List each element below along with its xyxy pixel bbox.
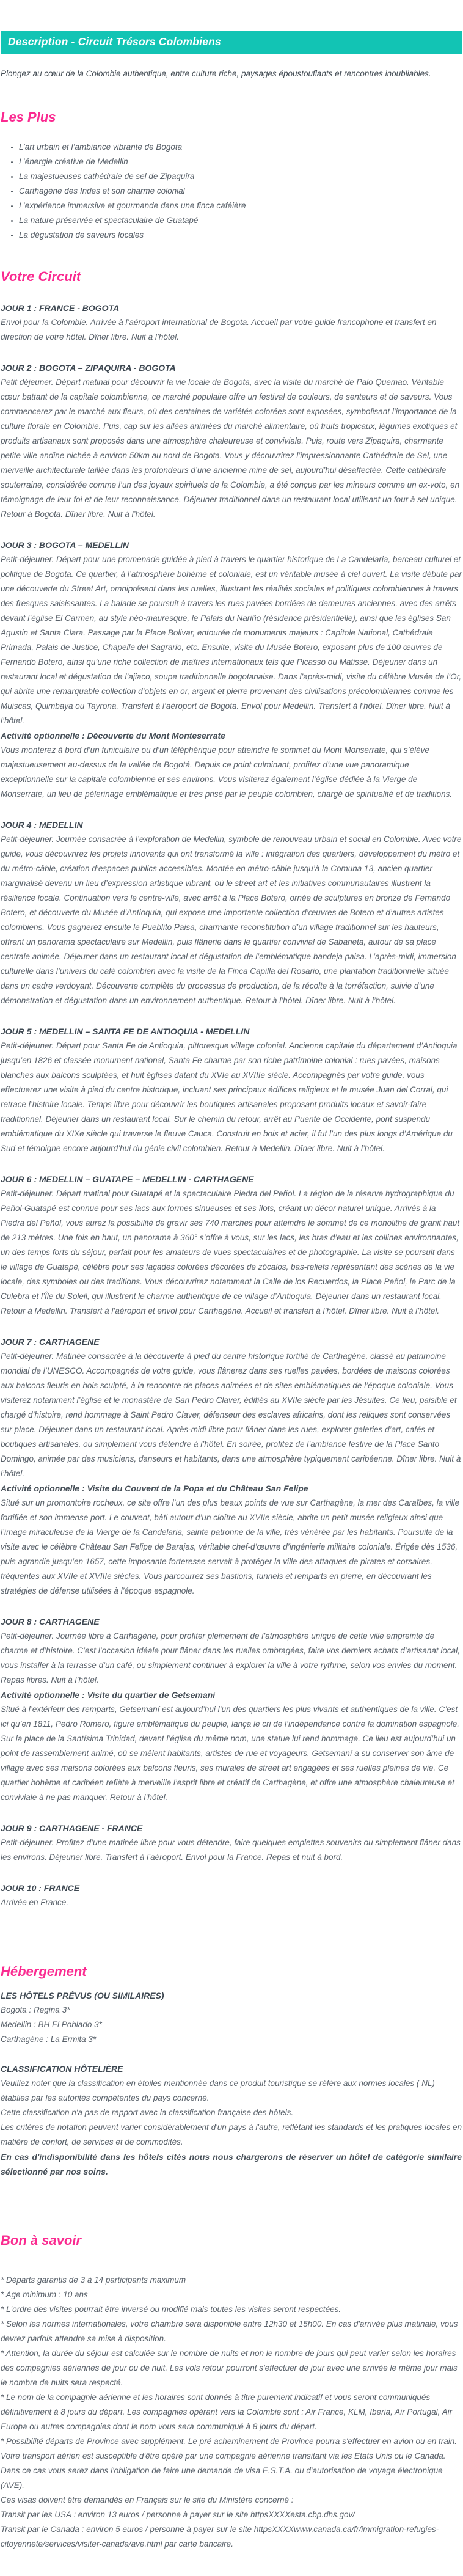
day-section xyxy=(1,1881,462,1910)
classification-lines xyxy=(1,2076,462,2179)
hebergement-heading: Hébergement xyxy=(1,1964,87,1979)
note-line: * Le nom de la compagnie aérienne et les horaires sont donnés à titre purement indicatif et vous seront communiqués définitivement à 8 jours du départ. Les compagnies opérant vers la Colombie sont : Air France, KLM, Iberia, Air Portugal, Air Europa ou autres compagnies dont le nom vous sera communiqué à 8 jours du départ. xyxy=(1,2393,453,2431)
note-line: * Départs garantis de 3 à 14 participants maximum xyxy=(1,2275,186,2285)
day-section xyxy=(1,1172,462,1319)
bon-a-savoir-lines xyxy=(1,2273,462,2552)
les-plus-list xyxy=(1,142,462,240)
day-section xyxy=(1,360,462,522)
classification-line: Les critères de notation peuvent varier considérablement d'un pays à l'autre, reflétant les standards et les pratiques locales en matière de confort, de services et de commodités. xyxy=(1,2123,462,2146)
banner-title: Description - Circuit Trésors Colombiens xyxy=(8,35,221,48)
day-paragraph: Petit-déjeuner. Départ pour Santa Fe de Antioquia, pittoresque village colonial. Ancienne capitale du département d’Antioquia jusqu’en 1826 et classée monument national, Santa Fe charme par son riche patrimoine colonial : rues pavées, maisons blanches aux balcons sculptées, et huit églises datant du XVIe au XVIIIe siècle. Accompagnés par votre guide, vous effectuerez une visite à pied du centre historique, incluant ses principaux édifices religieux et le musée Juan del Corral, qui retrace l’histoire locale. Temps libre pour découvrir les boutiques artisanales proposant produits locaux et savoir-faire traditionnel. Déjeuner dans un restaurant local. Sur le chemin du retour, arrêt au Puente de Occidente, pont suspendu emblématique du XIXe siècle qui traverse le fleuve Cauca. Construit en bois et acier, il fut l’un des plus longs d’Amérique du Sud et témoigne encore aujourd’hui du génie civil colombien. Retour à Medellin. Dîner libre. Nuit à l’hôtel. xyxy=(1,1041,458,1153)
day-paragraph: Envol pour la Colombie. Arrivée à l’aéroport international de Bogota. Accueil par votre guide francophone et transfert en direction de votre hôtel. Dîner libre. Nuit à l’hôtel. xyxy=(1,318,437,342)
day-paragraph: Petit-déjeuner. Départ matinal pour Guatapé et la spectaculaire Piedra del Peñol. La région de la réserve hydrographique du Peñol-Guatapé est connue pour ses lacs aux formes sinueuses et ses îlots, créant un décor naturel unique. Arrivés à la Piedra del Peñol, vous aurez la possibilité de gravir ses 740 marches pour atteindre le sommet de ce monolithe de granit haut de 213 mètres. Une fois en haut, un panorama à 360° s’offre à vous, sur les lacs, les bras d’eau et les collines environnantes, un des temps forts du séjour, parfait pour les amateurs de vues spectaculaires et de photographie. La visite se poursuit dans le village de Guatapé, célèbre pour ses façades colorées décorées de zócalos, bas-reliefs représentant des scènes de la vie locale, des symboles ou des traditions. Vous découvrirez notamment la Calle de los Recuerdos, la Place Peñol, le Parc de la Culebra et l’Île du Soleil, qui illustrent le charme authentique de ce village d’Antioquia. Déjeuner dans un restaurant local. Retour à Medellin. Transfert à l’aéroport et envol pour Carthagène. Accueil et transfert à l’hôtel. Dîner libre. Nuit à l’hôtel. xyxy=(1,1189,460,1315)
day-paragraph: Sur la place de la Santísima Trinidad, devant l’église du même nom, une statue lui rend hommage. Ce lieu est aujourd’hui un point de rassemblement animé, où se mêlent habitants, artistes de rue et voyageurs. Getsemaní a su conserver son âme de village avec ses maisons colorées aux balcons fleuris, ses murales de street art engagées et ses ruelles pleines de vie. Ce quartier bohème et caribéen reflète à merveille l’esprit libre et créatif de Carthagène, et offre une atmosphère chaleureuse et conviviale à ne pas manquer. Retour à l’hôtel. xyxy=(1,1734,456,1802)
classification-title: CLASSIFICATION HÔTELIÈRE xyxy=(1,2064,123,2074)
les-plus-item: • L’art urbain et l’ambiance vibrante de Bogota xyxy=(19,142,462,152)
note-line: Ces visas doivent être demandés en Français sur le site du Ministère concerné : xyxy=(1,2495,294,2505)
day-title: JOUR 2 : BOGOTA – ZIPAQUIRA - BOGOTA xyxy=(1,363,176,373)
les-plus-item: • L’énergie créative de Medellin xyxy=(19,157,462,166)
day-paragraph: Petit-déjeuner. Profitez d’une matinée libre pour vous détendre, faire quelques emplettes souvenirs ou simplement flâner dans les environs. Déjeuner libre. Transfert à l’aéroport. Envol pour la France. Repas et nuit à bord. xyxy=(1,1838,461,1862)
day-title: JOUR 6 : MEDELLIN – GUATAPE – MEDELLIN - CARTHAGENE xyxy=(1,1174,254,1184)
circuit-heading: Votre Circuit xyxy=(1,269,81,284)
hotel-line: Bogota : Regina 3* xyxy=(1,2005,70,2014)
note-line: * L'ordre des visites pourrait être inversé ou modifié mais toutes les visites seront respectées. xyxy=(1,2305,341,2314)
note-line: Votre transport aérien est susceptible d'être opéré par une compagnie aérienne transitant via les Etats Unis ou le Canada. Dans ce cas vous serez dans l'obligation de faire une demande de visa E.S.T.A. ou d'autorisation de voyage électronique (AVE). xyxy=(1,2451,446,2490)
hotel-line: Carthagène : La Ermita 3* xyxy=(1,2035,97,2044)
day-title: JOUR 3 : BOGOTA – MEDELLIN xyxy=(1,540,129,550)
day-title: JOUR 8 : CARTHAGENE xyxy=(1,1617,100,1626)
day-title: JOUR 4 : MEDELLIN xyxy=(1,820,83,830)
day-section xyxy=(1,1821,462,1865)
hotels-list xyxy=(1,2003,462,2047)
note-line: * Possibilité départs de Province avec supplément. Le pré acheminement de Province pourra s'effectuer en avion ou en train. xyxy=(1,2437,458,2446)
optional-activity-title: Activité optionnelle : Visite du quartier de Getsemani xyxy=(1,1690,216,1700)
description-banner xyxy=(1,31,462,54)
day-section xyxy=(1,301,462,345)
day-title: JOUR 5 : MEDELLIN – SANTA FE DE ANTIOQUIA - MEDELLIN xyxy=(1,1026,250,1036)
day-paragraph: Vous monterez à bord d’un funiculaire ou d’un téléphérique pour atteindre le sommet du Mont Monserrate, qui s’élève majestueusement au-dessus de la vallée de Bogotá. Depuis ce point culminant, profitez d’une vue panoramique exceptionnelle sur la capitale colombienne et ses environs. Vous visiterez également l’église dédiée à la Vierge de Monserrate, un lieu de pèlerinage emblématique et très prisé par le peuple colombien, chargé de spiritualité et de traditions. xyxy=(1,745,453,799)
note-line: Transit par les USA : environ 13 euros / personne à payer sur le site httpsXXXXesta.cbp.dhs.gov/ xyxy=(1,2510,355,2519)
classification-block xyxy=(1,2062,462,2179)
bon-a-savoir-heading: Bon à savoir xyxy=(1,2233,82,2248)
day-title: JOUR 9 : CARTHAGENE - FRANCE xyxy=(1,1823,143,1833)
optional-activity-title: Activité optionnelle : Visite du Couvent de la Popa et du Château San Felipe xyxy=(1,1484,308,1493)
day-title: JOUR 7 : CARTHAGENE xyxy=(1,1337,100,1347)
day-paragraph: Situé sur un promontoire rocheux, ce site offre l’un des plus beaux points de vue sur Carthagène, la mer des Caraïbes, la ville fortifiée et son immense port. Le couvent, bâti autour d’un cloître au XVIIe siècle, abrite un petit musée religieux ainsi que l’image miraculeuse de la Vierge de la Candelaria, sainte patronne de la ville, très vénérée par les habitants. Poursuite de la visite avec le célèbre Château San Felipe de Barajas, véritable chef-d’œuvre d’ingénierie militaire coloniale. Érigée dès 1536, puis agrandie jusqu’en 1657, cette imposante forteresse servait à protéger la ville des attaques de pirates et corsaires, fréquentes aux XVIIe et XVIIIe siècles. Vous parcourrez ses bastions, tunnels et remparts en pierre, en découvrant les stratégies de défense utilisées à l’époque espagnole. xyxy=(1,1498,460,1595)
classification-line: Cette classification n'a pas de rapport avec la classification française des hôtels. xyxy=(1,2108,294,2117)
optional-activity-title: Activité optionnelle : Découverte du Mont Monteserrate xyxy=(1,731,225,741)
intro-text: Plongez au cœur de la Colombie authentique, entre culture riche, paysages époustouflants et rencontres inoubliables. xyxy=(1,69,431,78)
les-plus-item: • La dégustation de saveurs locales xyxy=(19,230,462,240)
day-paragraph: Situé à l’extérieur des remparts, Getsemaní est aujourd’hui l’un des quartiers les plus vivants et authentiques de la ville. C’est ici qu’en 1811, Pedro Romero, figure emblématique du peuple, lança le cri de l’indépendance contre la domination espagnole. xyxy=(1,1705,459,1729)
day-paragraph: Petit-déjeuner. Départ pour une promenade guidée à pied à travers le quartier historique de La Candelaria, berceau culturel et politique de Bogota. Ce quartier, à l’atmosphère bohème et coloniale, est un véritable musée à ciel ouvert. La visite débute par une découverte du Street Art, omniprésent dans les ruelles, illustrant les réalités sociales et politiques colombiennes à travers des fresques saisissantes. La balade se poursuit à travers les rues pavées bordées de demeures anciennes, avec des arrêts devant l’église El Carmen, au style néo-mauresque, le Palais du Nariño (résidence présidentielle), ainsi que les églises San Agustin et Santa Clara. Passage par la Place Bolivar, entourée de monuments majeurs : Capitole National, Cathédrale Primada, Palais de Justice, Chapelle del Sagrario, etc. Ensuite, visite du Musée Botero, exposant plus de 100 œuvres de Fernando Botero, ainsi qu’une riche collection de maîtres internationaux tels que Picasso ou Matisse. Déjeuner dans un restaurant local et dégustation de l’ajiaco, soupe traditionnelle bogotanaise. Dans l’après-midi, visite du célèbre Musée de l’Or, qui abrite une remarquable collection d’objets en or, argent et pierre provenant des civilisations précolombiennes comme les Muiscas, Quimbaya ou Tayrona. Transfert à l’aéroport de Bogota. Envol pour Medellin. Transfert à l’hôtel. Dîner libre. Nuit à l’hôtel. xyxy=(1,555,462,725)
day-title: JOUR 1 : FRANCE - BOGOTA xyxy=(1,303,120,313)
day-paragraph: Petit-déjeuner. Journée libre à Carthagène, pour profiter pleinement de l’atmosphère unique de cette ville empreinte de charme et d’histoire. C’est l’occasion idéale pour flâner dans les ruelles ombragées, faire vos derniers achats d’artisanat local, vous installer à la terrasse d’un café, ou simplement continuer à explorer la ville à votre rythme, selon vos envies du moment. Repas libres. Nuit à l’hôtel. xyxy=(1,1631,460,1685)
les-plus-item: • Carthagène des Indes et son charme colonial xyxy=(19,186,462,196)
day-section xyxy=(1,1024,462,1156)
day-title: JOUR 10 : FRANCE xyxy=(1,1883,80,1893)
les-plus-item: • La nature préservée et spectaculaire de Guatapé xyxy=(19,216,462,225)
les-plus-item: • L’expérience immersive et gourmande dans une finca caféière xyxy=(19,201,462,210)
note-line: * Attention, la durée du séjour est calculée sur le nombre de nuits et non le nombre de jours qui peut varier selon les horaires des compagnies aériennes de jour ou de nuit. Les vols retour pourront s'effectuer de jour avec une arrivée le même jour mais le nombre de nuits sera respecté. xyxy=(1,2349,458,2387)
hotel-line: Medellin : BH El Poblado 3* xyxy=(1,2020,102,2029)
les-plus-heading: Les Plus xyxy=(1,109,56,125)
circuit-days xyxy=(1,301,462,1910)
day-section xyxy=(1,538,462,802)
note-line: Transit par le Canada : environ 5 euros / personne à payer sur le site httpsXXXXwww.canada.ca/fr/immigration-refugies-citoyennete/services/visiter-canada/ave.html par carte bancaire. xyxy=(1,2525,439,2549)
day-section xyxy=(1,1614,462,1805)
hotels-title: LES HÔTELS PRÉVUS (OU SIMILAIRES) xyxy=(1,1991,164,2000)
day-paragraph: Petit-déjeuner. Matinée consacrée à la découverte à pied du centre historique fortifié de Carthagène, classé au patrimoine mondial de l’UNESCO. Accompagnés de votre guide, vous flânerez dans ses ruelles pavées, bordées de maisons colorées aux balcons fleuris en bois sculpté, à la rencontre de places animées et de sites emblématiques de l’époque coloniale. Vous visiterez notamment l’église et le monastère de San Pedro Claver, édifiés au XVIIe siècle par les Jésuites. Ce lieu, paisible et chargé d’histoire, rend hommage à Saint Pedro Claver, défenseur des esclaves africains, dont les reliques sont conservées sur place. Déjeuner dans un restaurant local. Après-midi libre pour flâner dans les rues, explorer galeries d’art, cafés et boutiques artisanales, ou simplement vous détendre à l’hôtel. En soirée, profitez de l’ambiance festive de la Place Santo Domingo, animée par des musiciens, danseurs et habitants, dans une atmosphère typiquement caribéenne. Dîner libre. Nuit à l’hôtel. xyxy=(1,1352,461,1478)
day-section xyxy=(1,818,462,1008)
day-paragraph: Petit-déjeuner. Journée consacrée à l’exploration de Medellin, symbole de renouveau urbain et social en Colombie. Avec votre guide, vous découvrirez les projets innovants qui ont transformé la ville : intégration des quartiers, développement du métro et du métro-câble, création d’espaces publics accessibles. Montée en métro-câble jusqu’à la Comuna 13, ancien quartier marginalisé devenu un lieu d’expression artistique vibrant, où le street art et les initiatives communautaires illustrent la résilience locale. Continuation vers le centre-ville, avec arrêt à la Place Botero, ornée de sculptures en bronze de Fernando Botero, et découverte du Musée d’Antioquia, qui expose une importante collection d’œuvres de Botero et d’autres artistes colombiens. Vous gagnerez ensuite le Pueblito Paisa, charmante reconstitution d’un village traditionnel sur les hauteurs, offrant un panorama spectaculaire sur Medellin, puis flânerie dans le quartier convivial de Sabaneta, autour de sa place centrale animée. Déjeuner dans un restaurant local et dégustation de l’emblématique bandeja paisa. L’après-midi, immersion culturelle dans l’univers du café colombien avec la visite de la Finca Capilla del Rosario, une plantation traditionnelle située dans un cadre verdoyant. Découverte complète du processus de production, de la récolte à la torréfaction, suivie d’une démonstration et dégustation dans un environnement authentique. Retour à l’hôtel. Dîner libre. Nuit à l’hôtel. xyxy=(1,835,462,1005)
hotels-block xyxy=(1,1988,462,2047)
classification-line: Veuillez noter que la classification en étoiles mentionnée dans ce produit touristique se réfère aux normes locales ( NL) établies par les autorités compétentes du pays concerné. xyxy=(1,2079,435,2102)
note-line: * Selon les normes internationales, votre chambre sera disponible entre 12h30 et 15h00. En cas d'arrivée plus matinale, vous devrez parfois attendre sa mise à disposition. xyxy=(1,2319,458,2343)
day-section xyxy=(1,1334,462,1598)
note-line: * Age minimum : 10 ans xyxy=(1,2290,88,2299)
day-paragraph: Arrivée en France. xyxy=(1,1898,69,1907)
classification-line: En cas d'indisponibilité dans les hôtels cités nous nous chargerons de réserver un hôtel de catégorie similaire sélectionné par nos soins. xyxy=(1,2152,462,2176)
les-plus-item: • La majestueuses cathédrale de sel de Zipaquira xyxy=(19,172,462,181)
day-paragraph: Petit déjeuner. Départ matinal pour découvrir la vie locale de Bogota, avec la visite du marché de Palo Quemao. Véritable cœur battant de la capitale colombienne, ce marché populaire offre un festival de couleurs, de senteurs et de saveurs. Vous commencerez par le marché aux fleurs, où des centaines de variétés colorées sont exposées, symbolisant l’importance de la culture florale en Colombie. Puis, cap sur les allées animées du marché alimentaire, où fruits tropicaux, légumes exotiques et produits artisanaux sont proposés dans une atmosphère chaleureuse et conviviale. Puis, route vers Zipaquira, charmante petite ville andine nichée à environ 50km au nord de Bogota. Vous y découvrirez l’impressionnante Cathédrale de Sel, une merveille architecturale taillée dans les profondeurs d’une ancienne mine de sel, aujourd’hui désaffectée. Cette cathédrale souterraine, considérée comme l’un des joyaux spirituels de la Colombie, a été conçue par les mineurs comme un ex-voto, en témoignage de leur foi et de leur reconnaissance. Déjeuner traditionnel dans un restaurant local utilisant un four à sel unique. Retour à Bogota. Dîner libre. Nuit à l’hôtel. xyxy=(1,378,460,519)
